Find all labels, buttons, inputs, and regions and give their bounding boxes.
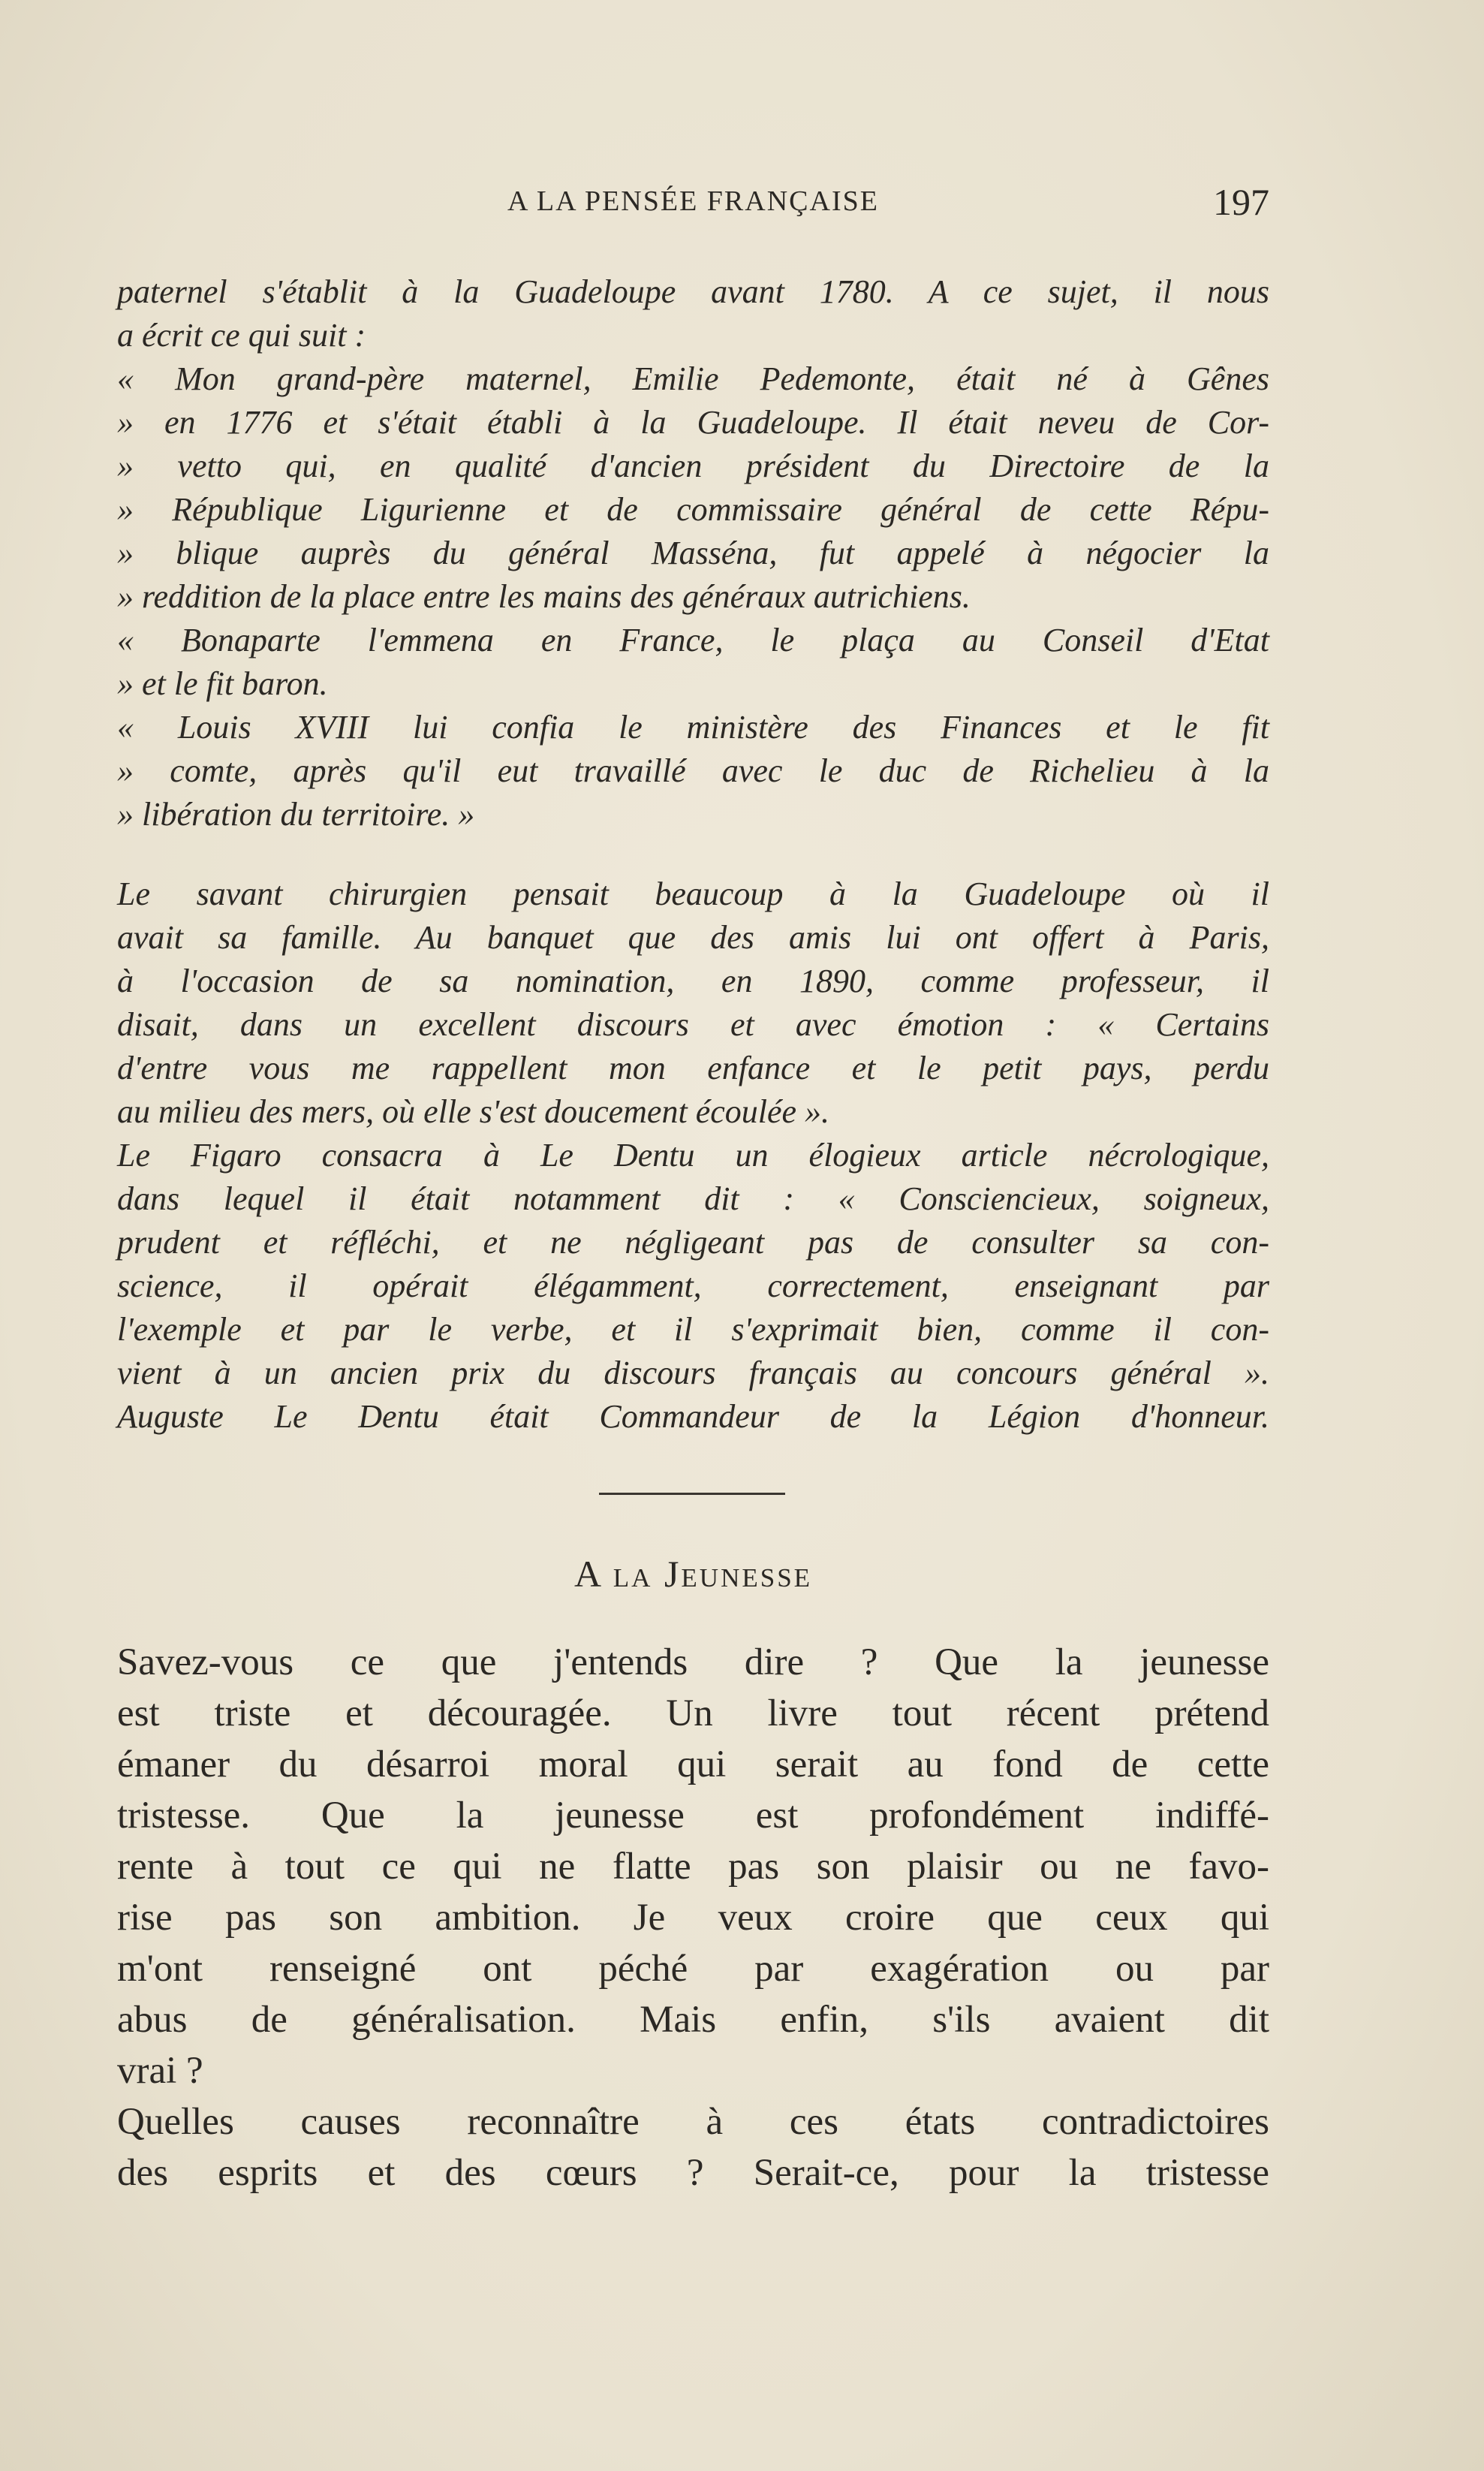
text-line: tristesse. Que la jeunesse est profondément indiffé-: [117, 1794, 1269, 1837]
text-line: rente à tout ce qui ne flatte pas son plaisir ou ne favo-: [117, 1846, 1269, 1888]
text-line: « Louis XVIII lui confia le ministère des Finances et le fit: [117, 709, 1269, 746]
text-line: » libération du territoire. »: [117, 796, 475, 833]
text-line: « Mon grand-père maternel, Emilie Pedemonte, était né à Gênes: [117, 360, 1269, 397]
text-line: Savez-vous ce que j'entends dire ? Que la jeunesse: [117, 1641, 1269, 1683]
text-line: Le savant chirurgien pensait beaucoup à la Guadeloupe où il: [117, 875, 1269, 912]
text-line: l'exemple et par le verbe, et il s'exprimait bien, comme il con-: [117, 1311, 1269, 1348]
running-head: A LA PENSÉE FRANÇAISE: [507, 185, 879, 217]
text-line: dans lequel il était notamment dit : « Consciencieux, soigneux,: [117, 1180, 1269, 1217]
text-line: d'entre vous me rappellent mon enfance et le petit pays, perdu: [117, 1050, 1269, 1086]
text-line: vient à un ancien prix du discours français au concours général ».: [117, 1355, 1269, 1391]
text-line: » reddition de la place entre les mains des généraux autrichiens.: [117, 578, 971, 615]
text-line: paternel s'établit à la Guadeloupe avant 1780. A ce sujet, il nous: [117, 273, 1269, 310]
text-line: » République Ligurienne et de commissaire général de cette Répu-: [117, 491, 1269, 528]
page-number: 197: [1213, 181, 1269, 223]
text-line: avait sa famille. Au banquet que des amis lui ont offert à Paris,: [117, 919, 1269, 956]
text-line: abus de généralisation. Mais enfin, s'ils avaient dit: [117, 1999, 1269, 2041]
text-line: vrai ?: [117, 2050, 203, 2092]
section-title: A la Jeunesse: [573, 1553, 813, 1595]
text-line: rise pas son ambition. Je veux croire que ceux qui: [117, 1897, 1269, 1939]
quoted-letter: [117, 270, 1269, 836]
text-line: « Bonaparte l'emmena en France, le plaça au Conseil d'Etat: [117, 622, 1269, 658]
page-header: [117, 181, 1269, 230]
text-line: » en 1776 et s'était établi à la Guadeloupe. Il était neveu de Cor-: [117, 404, 1269, 441]
text-line: science, il opérait élégamment, correctement, enseignant par: [117, 1267, 1269, 1304]
biography-paragraphs: [117, 872, 1269, 1439]
text-line: » et le fit baron.: [117, 665, 328, 702]
text-line: à l'occasion de sa nomination, en 1890, comme professeur, il: [117, 963, 1269, 999]
text-line: » comte, après qu'il eut travaillé avec le duc de Richelieu à la: [117, 752, 1269, 789]
text-line: a écrit ce qui suit :: [117, 317, 366, 354]
text-line: m'ont renseigné ont péché par exagération ou par: [117, 1948, 1269, 1990]
text-line: » blique auprès du général Masséna, fut appelé à négocier la: [117, 535, 1269, 571]
text-line: Quelles causes reconnaître à ces états contradictoires: [117, 2101, 1269, 2143]
text-line: Auguste Le Dentu était Commandeur de la Légion d'honneur.: [117, 1398, 1269, 1435]
section-body: [117, 1637, 1269, 2198]
text-line: des esprits et des cœurs ? Serait-ce, pour la tristesse: [117, 2152, 1269, 2194]
text-line: est triste et découragée. Un livre tout récent prétend: [117, 1692, 1269, 1734]
text-line: Le Figaro consacra à Le Dentu un élogieux article nécrologique,: [117, 1137, 1269, 1174]
text-line: disait, dans un excellent discours et avec émotion : « Certains: [117, 1006, 1269, 1043]
text-line: prudent et réfléchi, et ne négligeant pas de consulter sa con-: [117, 1224, 1269, 1261]
text-line: émaner du désarroi moral qui serait au fond de cette: [117, 1743, 1269, 1785]
text-line: au milieu des mers, où elle s'est doucement écoulée ».: [117, 1093, 830, 1130]
section-divider: [599, 1493, 785, 1495]
text-line: » vetto qui, en qualité d'ancien président du Directoire de la: [117, 447, 1269, 484]
